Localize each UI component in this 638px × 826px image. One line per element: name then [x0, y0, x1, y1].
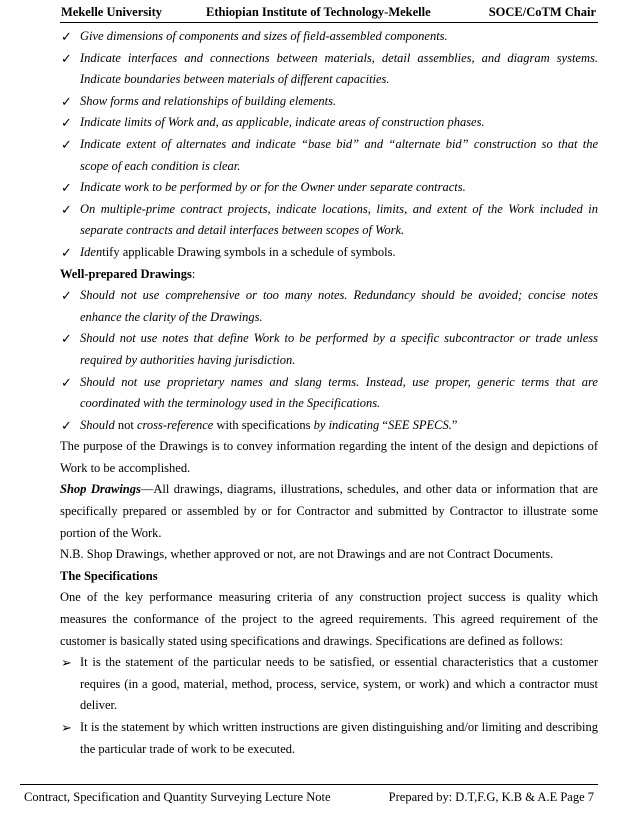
list-item: ➢ It is the statement by which written instructions are given distinguishing and/or limiting and describing the particular trade of work to be executed.	[60, 717, 598, 760]
checkmark-icon: ✓	[61, 201, 72, 217]
arrow-bullet-icon: ➢	[61, 720, 72, 735]
shop-drawings-term: Shop Drawings	[60, 482, 141, 497]
page-header	[60, 4, 598, 23]
checkmark-icon: ✓	[61, 288, 72, 304]
list-item: ✓ Should not use proprietary names and slang terms. Instead, use proper, generic terms that are coordinated with the terminology used in the Specifications.	[60, 372, 598, 415]
checkmark-icon: ✓	[61, 331, 72, 347]
footer-course: Contract, Specification and Quantity Surveying Lecture Note	[24, 790, 331, 804]
arrow-bullet-icon: ➢	[61, 655, 72, 671]
purpose-paragraph: The purpose of the Drawings is to convey information regarding the intent of the design and depictions of Work to be accomplished.	[60, 439, 598, 475]
page-content	[60, 26, 598, 760]
list-item: ✓ Identify applicable Drawing symbols in a schedule of symbols.	[60, 242, 598, 264]
list-item: ✓ Indicate limits of Work and, as applicable, indicate areas of construction phases.	[60, 112, 598, 134]
list-item: ✓ Indicate extent of alternates and indicate “base bid” and “alternate bid” construction so that the scope of each condition is clear.	[60, 134, 598, 177]
header-chair: SOCE/CoTM Chair	[488, 5, 596, 19]
footer-author-page: Prepared by: D.T,F.G, K.B & A.E Page 7	[388, 790, 594, 804]
checkmark-icon: ✓	[61, 417, 72, 433]
header-institute: Ethiopian Institute of Technology-Mekelle	[206, 5, 431, 19]
checkmark-icon: ✓	[61, 93, 72, 109]
checkmark-icon: ✓	[61, 136, 72, 152]
checkmark-icon: ✓	[61, 244, 72, 260]
list-item: ✓ Show forms and relationships of building elements.	[60, 91, 598, 113]
checkmark-icon: ✓	[61, 180, 72, 196]
list-item: ✓ Give dimensions of components and sizes of field-assembled components.	[60, 26, 598, 48]
list-item: ✓ Indicate work to be performed by or for the Owner under separate contracts.	[60, 177, 598, 199]
list-item: ✓ Should not use comprehensive or too many notes. Redundancy should be avoided; concise notes enhance the clarity of the Drawings.	[60, 285, 598, 328]
list-item: ✓ On multiple-prime contract projects, indicate locations, limits, and extent of the Work included in separate contracts and detail interfaces between scopes of Work.	[60, 199, 598, 242]
checkmark-icon: ✓	[61, 115, 72, 131]
page-footer	[20, 784, 598, 804]
list-item: ➢ It is the statement of the particular needs to be satisfied, or essential characteristics that a customer requires (in a good, material, method, process, service, system, or work) and which a contractor must deliver.	[60, 652, 598, 717]
checkmark-icon: ✓	[61, 374, 72, 390]
list-item: ✓ Should not cross-reference with specifications by indicating “SEE SPECS.”	[60, 415, 598, 437]
list-item: ✓ Indicate interfaces and connections between materials, detail assemblies, and diagram systems. Indicate boundaries between materials of different capacities.	[60, 48, 598, 91]
list-item: ✓ Should not use notes that define Work to be performed by a specific subcontractor or trade unless required by authorities having jurisdiction.	[60, 328, 598, 371]
checkmark-icon: ✓	[61, 29, 72, 44]
specifications-heading: The Specifications	[60, 568, 158, 583]
shop-drawings-paragraph: Shop Drawings—All drawings, diagrams, illustrations, schedules, and other data or information that are specifically prepared or assembled by or for Contractor and submitted by Contractor to illustrate some portion of the Work.	[60, 482, 598, 540]
nb-paragraph: N.B. Shop Drawings, whether approved or not, are not Drawings and are not Contract Documents.	[60, 547, 554, 562]
specifications-paragraph: One of the key performance measuring criteria of any construction project success is quality which measures the conformance of the project to the agreed requirements. This agreed requirement of the customer is basically stated using specifications and drawings. Specifications are defined as follows:	[60, 590, 598, 648]
checkmark-icon: ✓	[61, 50, 72, 66]
well-prepared-heading: Well-prepared Drawings:	[60, 266, 196, 281]
header-university: Mekelle University	[61, 5, 163, 19]
